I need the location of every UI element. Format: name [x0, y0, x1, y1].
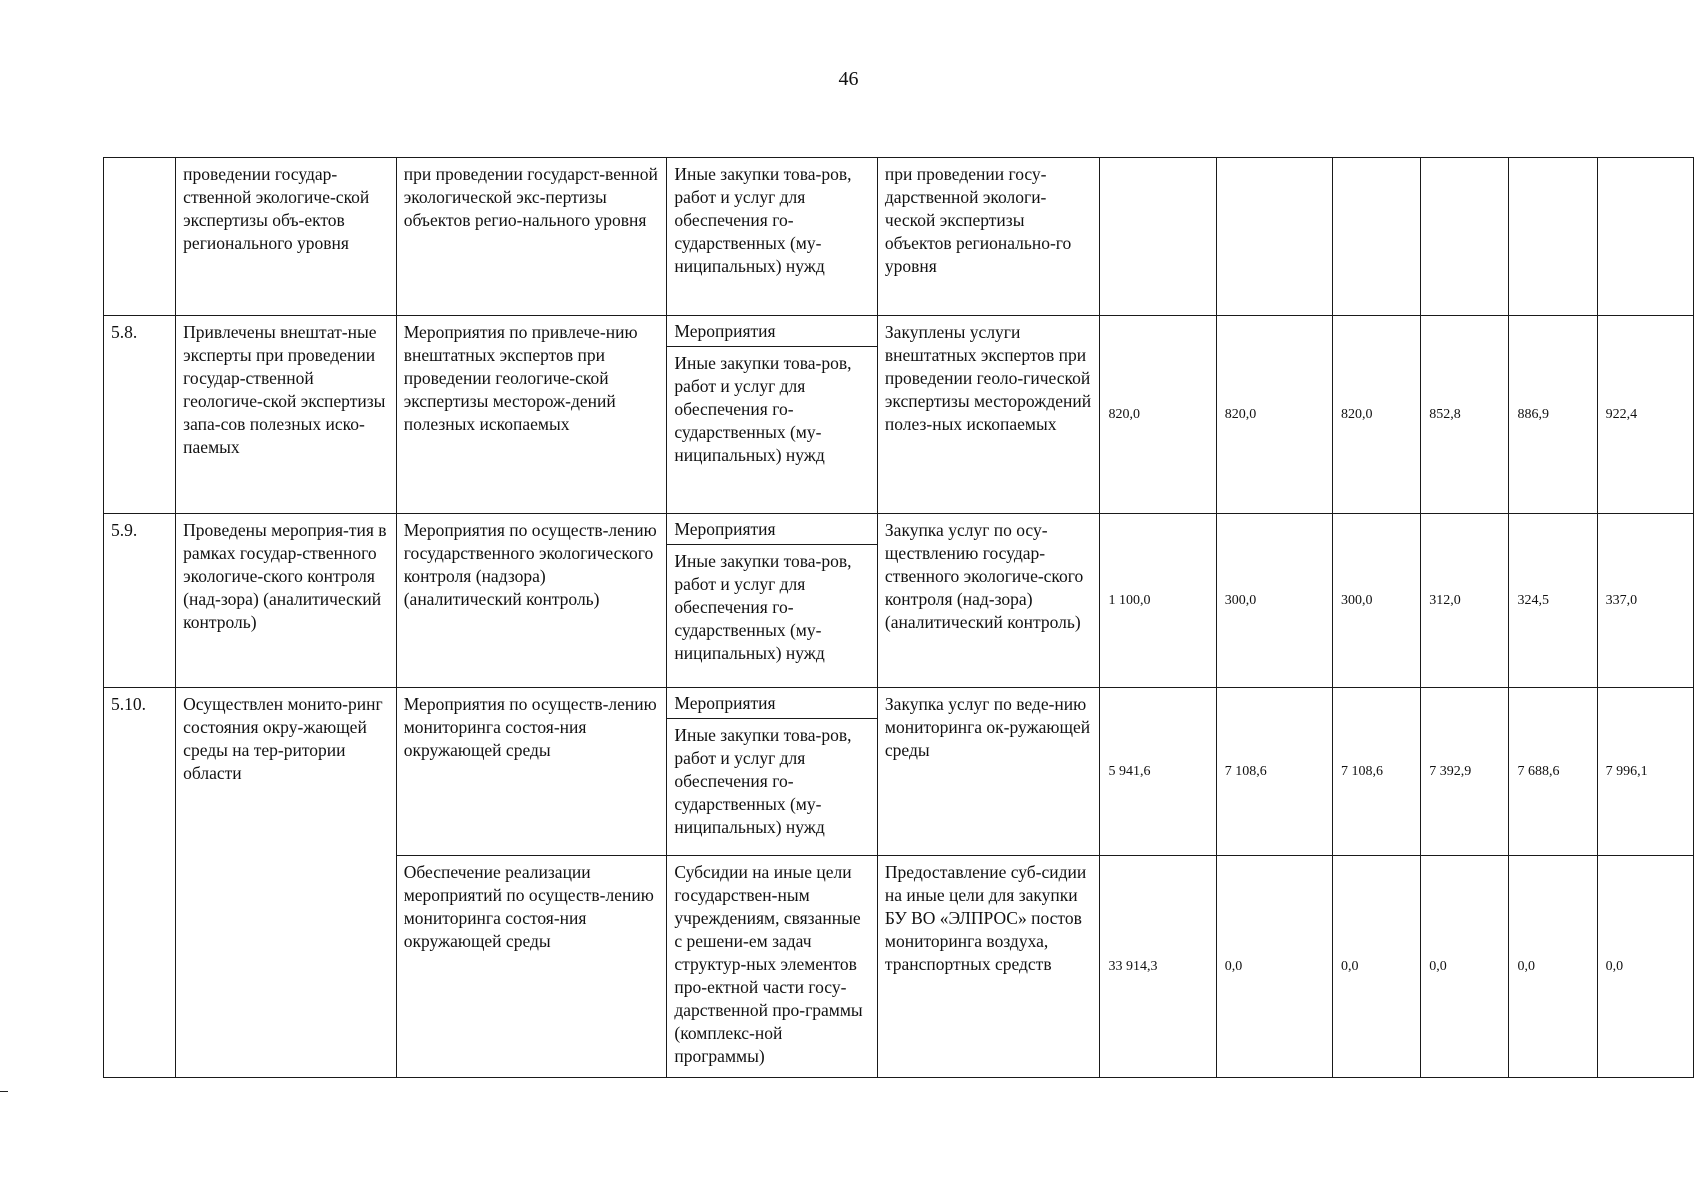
- value-cell: [1421, 158, 1509, 316]
- result-cell: проведении государ-ственной экологиче-ской экспертизы объ-ектов регионального уровня: [176, 158, 397, 316]
- event-cell: Обеспечение реализации мероприятий по осуществ-лению мониторинга состоя-ния окружающей среды: [396, 856, 667, 1078]
- direction-cell: Иные закупки това-ров, работ и услуг для обеспечения го-сударственных (му-ниципальных) нужд: [667, 158, 878, 316]
- direction-cell: [667, 688, 878, 856]
- value-cell: 1 100,0: [1100, 514, 1216, 688]
- purpose-cell: при проведении госу-дарственной экологи-ческой экспертизы объектов регионально-го уровня: [877, 158, 1100, 316]
- value-cell: 852,8: [1421, 316, 1509, 514]
- value-cell: 0,0: [1216, 856, 1332, 1078]
- value-cell: 922,4: [1597, 316, 1693, 514]
- value-cell: 337,0: [1597, 514, 1693, 688]
- direction-cell: [667, 514, 878, 688]
- page-number: 46: [838, 68, 859, 90]
- direction-text: Иные закупки това-ров, работ и услуг для обеспечения го-сударственных (му-ниципальных) нужд: [674, 551, 852, 663]
- table-row: [104, 316, 1694, 514]
- value-cell: 820,0: [1100, 316, 1216, 514]
- result-cell: Проведены мероприя-тия в рамках государ-ственного экологиче-ского контроля (над-зора) (аналитический контроль): [176, 514, 397, 688]
- purpose-cell: Закупка услуг по веде-нию мониторинга ок-ружающей среды: [877, 688, 1100, 856]
- value-cell: 0,0: [1597, 856, 1693, 1078]
- value-cell: 33 914,3: [1100, 856, 1216, 1078]
- row-index: 5.8.: [104, 316, 176, 514]
- result-cell: Осуществлен монито-ринг состояния окру-жающей среды на тер-ритории области: [176, 688, 397, 1078]
- value-cell: [1333, 158, 1421, 316]
- value-cell: 5 941,6: [1100, 688, 1216, 856]
- value-cell: 0,0: [1333, 856, 1421, 1078]
- row-index: 5.10.: [104, 688, 176, 1078]
- row-index: 5.9.: [104, 514, 176, 688]
- value-cell: [1216, 158, 1332, 316]
- value-cell: [1509, 158, 1597, 316]
- value-cell: 820,0: [1333, 316, 1421, 514]
- value-cell: 7 108,6: [1333, 688, 1421, 856]
- event-cell: Мероприятия по осуществ-лению государственного экологического контроля (надзора) (аналитический контроль): [396, 514, 667, 688]
- purpose-cell: Закуплены услуги внештатных экспертов при проведении геоло-гической экспертизы месторождений полез-ных ископаемых: [877, 316, 1100, 514]
- value-cell: 0,0: [1421, 856, 1509, 1078]
- direction-cell: Субсидии на иные цели государствен-ным учреждениям, связанные с решени-ем задач структур-ных элементов про-ектной части госу-дарственной про-граммы (комплекс-ной программы): [667, 856, 878, 1078]
- value-cell: [1100, 158, 1216, 316]
- purpose-cell: Закупка услуг по осу-ществлению государ-ственного экологиче-ского контроля (над-зора) (аналитический контроль): [877, 514, 1100, 688]
- direction-text: Иные закупки това-ров, работ и услуг для обеспечения го-сударственных (му-ниципальных) нужд: [674, 725, 852, 837]
- value-cell: 886,9: [1509, 316, 1597, 514]
- event-cell: Мероприятия по осуществ-лению мониторинга состоя-ния окружающей среды: [396, 688, 667, 856]
- value-cell: 820,0: [1216, 316, 1332, 514]
- table-row: [104, 688, 1694, 856]
- value-cell: 312,0: [1421, 514, 1509, 688]
- program-table: [103, 157, 1694, 1078]
- value-cell: 300,0: [1333, 514, 1421, 688]
- value-cell: 7 108,6: [1216, 688, 1332, 856]
- event-cell: Мероприятия по привлече-нию внештатных экспертов при проведении геологиче-ской экспертизы месторож-дений полезных ископаемых: [396, 316, 667, 514]
- direction-type: Мероприятия: [667, 688, 877, 719]
- direction-cell: [667, 316, 878, 514]
- value-cell: 7 688,6: [1509, 688, 1597, 856]
- value-cell: 300,0: [1216, 514, 1332, 688]
- value-cell: 7 392,9: [1421, 688, 1509, 856]
- value-cell: 324,5: [1509, 514, 1597, 688]
- value-cell: 0,0: [1509, 856, 1597, 1078]
- result-cell: Привлечены внештат-ные эксперты при проведении государ-ственной геологиче-ской экспертизы запа-сов полезных иско-паемых: [176, 316, 397, 514]
- row-index: [104, 158, 176, 316]
- value-cell: 7 996,1: [1597, 688, 1693, 856]
- value-cell: [1597, 158, 1693, 316]
- event-cell: при проведении государст-венной экологической экс-пертизы объектов регио-нального уровня: [396, 158, 667, 316]
- direction-type: Мероприятия: [667, 316, 877, 347]
- direction-type: Мероприятия: [667, 514, 877, 545]
- table-row: [104, 514, 1694, 688]
- margin-mark: [0, 1091, 8, 1092]
- table-row: [104, 158, 1694, 316]
- direction-text: Иные закупки това-ров, работ и услуг для обеспечения го-сударственных (му-ниципальных) нужд: [674, 353, 852, 465]
- purpose-cell: Предоставление суб-сидии на иные цели для закупки БУ ВО «ЭЛПРОС» постов мониторинга воздуха, транспортных средств: [877, 856, 1100, 1078]
